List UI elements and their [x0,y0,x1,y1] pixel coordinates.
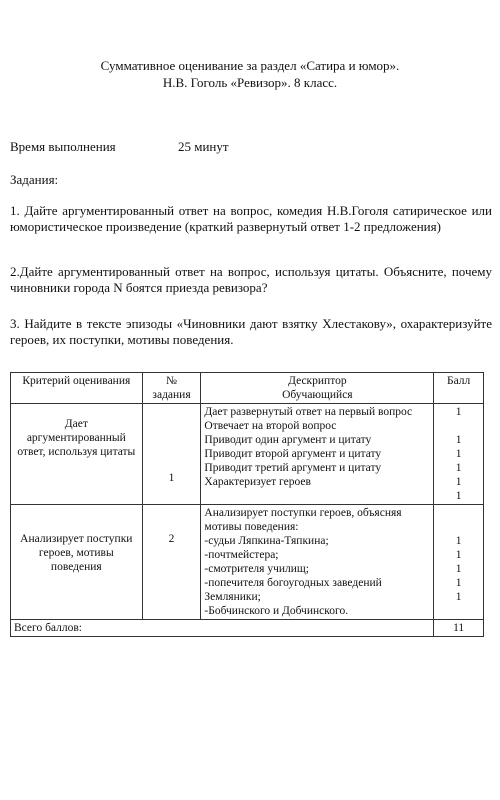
score-value: 1 [455,563,462,575]
descriptor-item: Приводит один аргумент и цитату [204,434,372,446]
score-value: 1 [455,591,462,603]
descriptor-item: -смотрителя училищ; [204,563,309,575]
time-info [10,139,229,155]
header-task-no: № задания [142,373,201,404]
descriptor-item: -Бобчинского и Добчинского. [204,605,349,617]
tasks-heading: Задания: [10,172,59,187]
task-no-cell [142,404,201,505]
score-value: 1 [455,476,462,488]
descriptor-item: Отвечает на второй вопрос [204,420,337,432]
descriptor-item: Дает развернутый ответ на первый вопрос [204,406,413,418]
score-value: 1 [455,434,462,446]
descriptor-cell [201,404,434,505]
descriptor-item: -почтмейстера; [204,549,279,561]
table-row [11,505,484,620]
task-no: 2 [168,533,175,545]
criterion-text: Анализирует поступки героев, мотивы поведения [20,533,133,573]
title-line-2: Н.В. Гоголь «Ревизор». 8 класс. [162,75,338,90]
score-value: 1 [455,490,462,502]
header-score: Балл [434,373,484,404]
score-value: 1 [455,448,462,460]
task-no-cell [142,505,201,620]
header-criterion: Критерий оценивания [11,373,143,404]
table-header-row [11,373,484,404]
score-cell [434,505,484,620]
descriptor-item: Анализирует поступки героев, объясняя мотивы поведения: [204,507,402,533]
time-label: Время выполнения [10,139,116,154]
task-3: 3. Найдите в тексте эпизоды «Чиновники дают взятку Хлестакову», охарактеризуйте героев, их поступки, мотивы поведения. [10,316,492,347]
header-descriptor [201,373,434,404]
criterion-text: Дает аргументированный ответ, используя цитаты [17,418,136,458]
descriptor-item: Приводит второй аргумент и цитату [204,448,382,460]
score-value: 1 [455,535,462,547]
total-value: 11 [434,620,484,637]
table-total-row [11,620,484,637]
score-value: 1 [455,577,462,589]
descriptor-title: Дескриптор [288,375,347,387]
descriptor-item: Характеризует героев [204,476,311,488]
descriptor-cell [201,505,434,620]
assessment-table [10,372,484,637]
score-value: 1 [455,406,462,418]
score-value: 1 [455,462,462,474]
score-cell [434,404,484,505]
descriptor-item: Приводит третий аргумент и цитату [204,462,382,474]
time-value: 25 минут [178,139,229,154]
descriptor-item: -попечителя богоугодных заведений Земляники; [204,577,382,603]
title-line-1: Суммативное оценивание за раздел «Сатира и юмор». [100,58,400,73]
score-value: 1 [455,549,462,561]
task-2: 2.Дайте аргументированный ответ на вопрос, используя цитаты. Объясните, почему чиновники города N боятся приезда ревизора? [10,264,492,295]
descriptor-item: -судьи Ляпкина-Тяпкина; [204,535,329,547]
document-title [0,57,500,91]
criterion-cell [11,404,143,505]
task-no: 1 [168,472,175,484]
descriptor-subtitle: Обучающийся [282,389,353,401]
total-label: Всего баллов: [11,620,434,637]
table-row [11,404,484,505]
criterion-cell [11,505,143,620]
task-1: 1. Дайте аргументированный ответ на вопрос, комедия Н.В.Гоголя сатирическое или юмористическое произведение (краткий развернутый ответ 1-2 предложения) [10,203,492,234]
